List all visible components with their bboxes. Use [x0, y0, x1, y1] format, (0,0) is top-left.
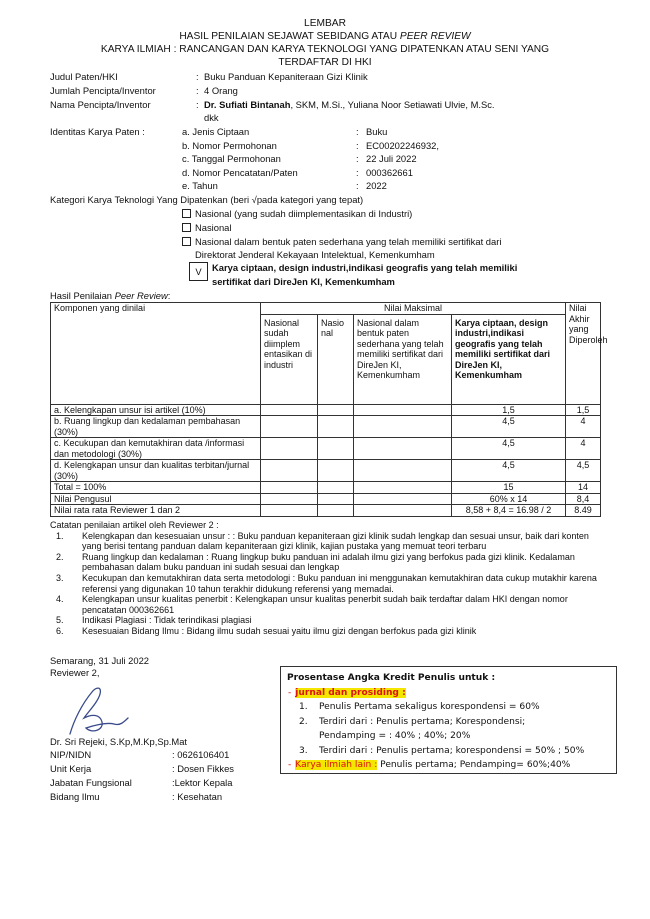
unit-label: Unit Kerja [50, 763, 92, 774]
identitas-colon: : [356, 139, 359, 151]
nama-value [204, 99, 495, 110]
reviewer-name: Dr. Sri Rejeki, S.Kp,M.Kp,Sp.Mat [50, 736, 188, 747]
note-text: Kecukupan dan kemutakhiran data serta metodologi : Buku panduan ini menggunakan kemutakhiran data cukup mutakhir karena referensi yang digunakan 10 tahun terakhir didukung referensi yang memadai. [82, 572, 597, 594]
table-row [51, 460, 601, 482]
credit-item-text: Terdiri dari : Penulis pertama; Korespondensi; [319, 716, 526, 727]
note-number: 4. [56, 594, 64, 605]
note-item [50, 531, 606, 552]
note-number: 6. [56, 625, 64, 636]
total-akhir: 14 [566, 482, 601, 494]
doc-title-karya: KARYA ILMIAH : RANCANGAN DAN KARYA TEKNOLOGI YANG DIPATENKAN ATAU SENI YANG [100, 44, 550, 55]
hasil-label-colon: : [167, 290, 171, 301]
checkbox-icon[interactable] [182, 237, 191, 246]
bidang-value: : Kesehatan [172, 791, 223, 802]
credit-item-number: 3. [299, 745, 308, 756]
credit-item [287, 715, 610, 730]
nip-value: : 0626106401 [172, 749, 230, 760]
reviewer-role: Reviewer 2, [50, 667, 100, 678]
hasil-label-text: Hasil Penilaian [50, 290, 115, 301]
check-v-box[interactable]: V [189, 262, 208, 281]
credit-item [287, 744, 610, 759]
note-number: 5. [56, 615, 64, 626]
empty-cell [261, 505, 318, 517]
identitas-value: Buku [366, 126, 388, 137]
identitas-colon: : [356, 180, 359, 192]
karya-label: Karya ilmiah lain : [295, 760, 378, 770]
kategori-opt2-label: Nasional [195, 222, 232, 233]
empty-cell [318, 404, 354, 416]
identitas-value: EC00202246932, [366, 139, 439, 151]
empty-cell [261, 460, 318, 482]
kategori-opt1[interactable] [182, 208, 412, 219]
karya-text: Penulis pertama; Pendamping= 60%;40% [377, 760, 571, 770]
kategori-opt4-cont: sertifikat dari DireJen KI, Kemenkumham [212, 276, 395, 287]
identitas-colon: : [356, 126, 359, 137]
pengusul-akhir: 8,4 [566, 493, 601, 505]
nama-bold: Dr. Sufiati Bintanah [204, 99, 291, 110]
table-row-pengusul [51, 493, 601, 505]
credit-items [287, 700, 610, 758]
credit-item-text: Penulis Pertama sekaligus korespondensi = 60% [319, 702, 540, 712]
kategori-opt4[interactable] [189, 262, 212, 281]
hasil-label-peer: Peer Review [114, 290, 168, 301]
identitas-key: e. Tahun [182, 180, 218, 192]
bidang-label: Bidang Ilmu [50, 791, 100, 802]
identitas-label: Identitas Karya Paten : [50, 126, 145, 137]
identitas-key: c. Tanggal Permohonan [182, 153, 281, 165]
doc-title-hasil-text: HASIL PENILAIAN SEJAWAT SEBIDANG ATAU [179, 31, 400, 42]
kategori-opt4-label: Karya ciptaan, design industri,indikasi geografis yang telah memiliki [212, 262, 518, 273]
row-akhir: 4 [566, 416, 601, 438]
identitas-key: a. Jenis Ciptaan [182, 126, 250, 137]
jabatan-value: :Lektor Kepala [172, 777, 233, 788]
jurnal-label: jurnal dan prosiding : [295, 687, 406, 698]
rata-label: Nilai rata rata Reviewer 1 dan 2 [51, 505, 261, 517]
rata-maks: 8,58 + 8,4 = 16.98 / 2 [452, 505, 566, 517]
kategori-opt3-label: Nasional dalam bentuk paten sederhana yang telah memiliki sertifikat dari [195, 236, 502, 247]
doc-title-peer-review: PEER REVIEW [399, 31, 471, 42]
empty-cell [261, 416, 318, 438]
doc-title-lembar: LEMBAR [304, 18, 346, 29]
kategori-label: Kategori Karya Teknologi Yang Dipatenkan (beri √pada kategori yang tepat) [50, 194, 364, 205]
kategori-opt3[interactable] [182, 236, 501, 247]
credit-box-title: Prosentase Angka Kredit Penulis untuk : [287, 673, 496, 683]
col-nasional: Nasio nal [318, 314, 354, 404]
jabatan-label: Jabatan Fungsional [50, 777, 132, 788]
note-item [50, 573, 606, 594]
judul-value: Buku Panduan Kepaniteraan Gizi Klinik [204, 71, 368, 82]
row-akhir: 4,5 [566, 460, 601, 482]
col-nasional-paten: Nasional dalam bentuk paten sederhana yang telah memiliki sertifikat dari DireJen KI, Kemenkumham [354, 314, 452, 404]
note-text: Kelengkapan unsur kualitas penerbit : Kelengkapan unsur kualitas penerbit sudah baik terdaftar dalam HKI dengan nomor pencatatan 000362661 [82, 594, 568, 615]
credit-karya-line [287, 758, 610, 773]
credit-item-text: Pendamping = : 40% ; 40%; 20% [319, 731, 471, 741]
row-maks: 1,5 [452, 404, 566, 416]
note-item [50, 594, 606, 615]
nama-label: Nama Pencipta/Inventor [50, 99, 151, 110]
empty-cell [261, 404, 318, 416]
komponen-header: Komponen yang dinilai [51, 303, 261, 405]
kategori-opt1-label: Nasional (yang sudah diimplementasikan di Industri) [195, 208, 413, 219]
credit-item-number: 1. [299, 702, 308, 712]
empty-cell [354, 505, 452, 517]
catatan-list [50, 531, 606, 637]
total-label: Total = 100% [51, 482, 261, 494]
note-text: Indikasi Plagiasi : Tidak terindikasi plagiasi [82, 615, 252, 626]
empty-cell [318, 416, 354, 438]
doc-title-hki: TERDAFTAR DI HKI [278, 57, 372, 68]
empty-cell [318, 438, 354, 460]
identitas-colon: : [356, 166, 359, 178]
table-row-rata [51, 505, 601, 517]
identitas-colon: : [356, 153, 359, 165]
pengusul-maks: 60% x 14 [452, 493, 566, 505]
judul-colon: : [196, 71, 199, 82]
row-maks: 4,5 [452, 438, 566, 460]
nama-cont: dkk [204, 112, 219, 123]
review-table [50, 302, 608, 517]
catatan-section [50, 520, 606, 637]
empty-cell [354, 460, 452, 482]
table-header-row [51, 303, 601, 315]
nama-colon: : [196, 99, 199, 110]
note-text: Kesesuaian Bidang Ilmu : Bidang ilmu sudah sesuai yaitu ilmu gizi dengan berfokus pada gizi klinik [82, 625, 477, 636]
row-label: d. Kelengkapan unsur dan kualitas terbitan/jurnal (30%) [51, 460, 261, 482]
doc-title-hasil [0, 30, 650, 43]
nilai-akhir-header: Nilai Akhir yang Diperoleh [566, 303, 601, 405]
jumlah-label: Jumlah Pencipta/Inventor [50, 85, 156, 96]
judul-label: Judul Paten/HKI [50, 71, 118, 82]
row-maks: 4,5 [452, 416, 566, 438]
kategori-opt2[interactable] [182, 222, 231, 233]
table-row [51, 416, 601, 438]
kategori-opt3-cont: Direktorat Jenderal Kekayaan Intelektual, Kemenkumham [195, 249, 435, 260]
signature-image [62, 682, 132, 738]
credit-jurnal-heading [287, 686, 610, 701]
row-label: b. Ruang lingkup dan kedalaman pembahasan (30%) [51, 416, 261, 438]
rata-akhir: 8.49 [566, 505, 601, 517]
row-maks: 4,5 [452, 460, 566, 482]
identitas-value: 22 Juli 2022 [366, 153, 417, 165]
empty-cell [318, 505, 354, 517]
table-row [51, 438, 601, 460]
jumlah-value: 4 Orang [204, 85, 238, 96]
empty-cell [261, 493, 318, 505]
empty-cell [354, 438, 452, 460]
row-akhir: 1,5 [566, 404, 601, 416]
identitas-value: 000362661 [366, 166, 413, 178]
note-number: 2. [56, 551, 64, 562]
note-item [50, 615, 606, 626]
identitas-value: 2022 [366, 180, 387, 192]
empty-cell [354, 416, 452, 438]
note-number: 1. [56, 530, 64, 541]
credit-item [287, 729, 610, 744]
credit-item-number: 2. [299, 716, 308, 727]
jumlah-colon: : [196, 85, 199, 96]
empty-cell [318, 482, 354, 494]
empty-cell [354, 493, 452, 505]
hasil-label [50, 290, 170, 301]
dash-bullet: - [288, 687, 292, 698]
identitas-key: d. Nomor Pencatatan/Paten [182, 166, 298, 178]
empty-cell [318, 493, 354, 505]
row-label: c. Kecukupan dan kemutakhiran data /informasi dan metodologi (30%) [51, 438, 261, 460]
col-nasional-industri: Nasional sudah diimplem entasikan di industri [261, 314, 318, 404]
note-item [50, 626, 606, 637]
note-text: Kelengkapan dan kesesuaian unsur : : Buku panduan kepaniteraan gizi klinik sudah lengkap dan sesuai unsur, baik dari konten yang berisi tentang panduan dalam kepaniteraan gizi klinik, kajian pustaka yang memuat teori terbaru [82, 530, 589, 552]
catatan-title: Catatan penilaian artikel oleh Reviewer 2 : [50, 520, 219, 530]
note-number: 3. [56, 572, 64, 583]
checkbox-icon[interactable] [182, 209, 191, 218]
empty-cell [261, 482, 318, 494]
empty-cell [261, 438, 318, 460]
total-maks: 15 [452, 482, 566, 494]
pengusul-label: Nilai Pengusul [51, 493, 261, 505]
table-row [51, 404, 601, 416]
empty-cell [318, 460, 354, 482]
credit-box [280, 666, 617, 774]
place-date: Semarang, 31 Juli 2022 [50, 655, 150, 666]
empty-cell [354, 482, 452, 494]
credit-item [287, 700, 610, 715]
note-text: Ruang lingkup dan kedalaman : Ruang lingkup buku panduan ini adalah ilmu gizi yang berfokus pada gizi klinik. Kedalaman pembahasan dalam buku panduan ini sudah sesuai dan lengkap [82, 551, 575, 573]
credit-item-text: Terdiri dari : Penulis pertama; korespondensi = 50% ; 50% [319, 745, 585, 756]
dash-bullet: - [288, 760, 292, 770]
table-row-total [51, 482, 601, 494]
empty-cell [354, 404, 452, 416]
nip-label: NIP/NIDN [50, 749, 92, 760]
checkbox-icon[interactable] [182, 223, 191, 232]
credit-item-number [287, 729, 319, 744]
row-label: a. Kelengkapan unsur isi artikel (10%) [51, 404, 261, 416]
note-item [50, 552, 606, 573]
nama-rest: , SKM, M.Si., Yuliana Noor Setiawati Ulvie, M.Sc. [290, 99, 495, 110]
row-akhir: 4 [566, 438, 601, 460]
unit-value: : Dosen Fikkes [172, 763, 234, 774]
col-karya-ciptaan: Karya ciptaan, design industri,indikasi geografis yang telah memiliki sertifikat dari DireJen KI, Kemenkumham [452, 314, 566, 404]
identitas-key: b. Nomor Permohonan [182, 139, 277, 151]
nilai-maks-header: Nilai Maksimal [261, 303, 566, 315]
